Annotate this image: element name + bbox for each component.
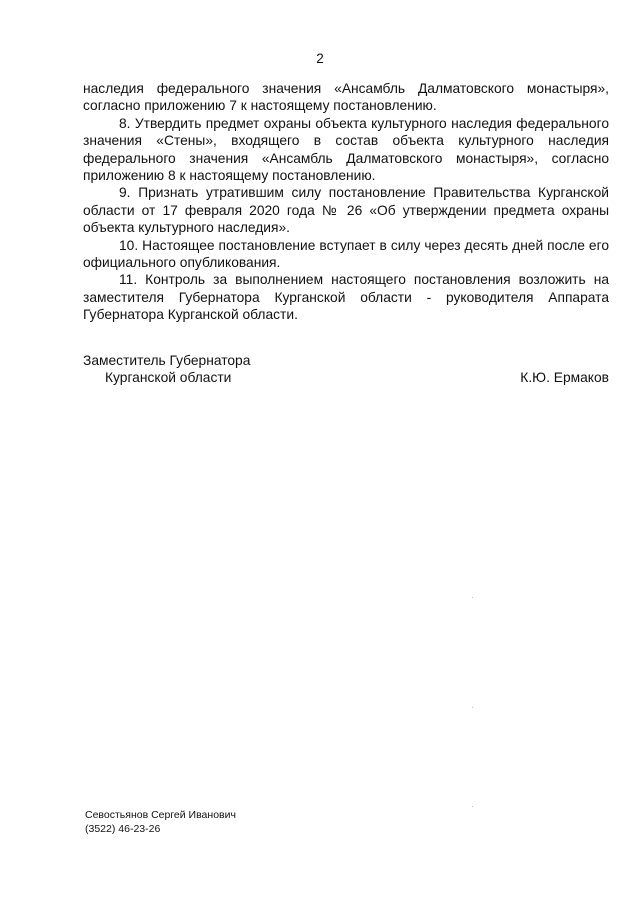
- paragraph-item-9: 9. Признать утратившим силу постановление Правительства Курганской области от 17 февраля 2020 года № 26 «Об утверждении предмета охраны объекта культурного наследия».: [83, 185, 609, 236]
- paragraph-item-8: 8. Утвердить предмет охраны объекта культурного наследия федерального значения «Стены», входящего в состав объекта культурного наследия федерального значения «Ансамбль Далматовского монастыря», согласно приложению 8 к настоящему постановлению.: [83, 115, 609, 184]
- signature-block: [83, 352, 609, 387]
- paragraph-item-11: 11. Контроль за выполнением настоящего постановления возложить на заместителя Губернатора Курганской области - руководителя Аппарата Губернатора Курганской области.: [83, 272, 609, 323]
- executor-phone: (3522) 46-23-26: [85, 822, 161, 835]
- signatory-title-line1: Заместитель Губернатора: [83, 353, 251, 368]
- scan-speck: [472, 806, 473, 807]
- paragraph-item-10: 10. Настоящее постановление вступает в силу через десять дней после его официального опубликования.: [83, 237, 609, 271]
- executor-block: [85, 809, 236, 836]
- executor-name: Севостьянов Сергей Иванович: [85, 809, 236, 821]
- page-number: 2: [316, 51, 324, 66]
- signatory-title-line2: Курганской области: [105, 370, 232, 386]
- paragraph-continuation: наследия федерального значения «Ансамбль Далматовского монастыря», согласно приложению 7 к настоящему постановлению.: [83, 81, 609, 114]
- signatory-name: К.Ю. Ермаков: [520, 370, 609, 386]
- document-body: [83, 80, 609, 324]
- scan-speck: [472, 707, 473, 708]
- scan-speck: [472, 597, 473, 598]
